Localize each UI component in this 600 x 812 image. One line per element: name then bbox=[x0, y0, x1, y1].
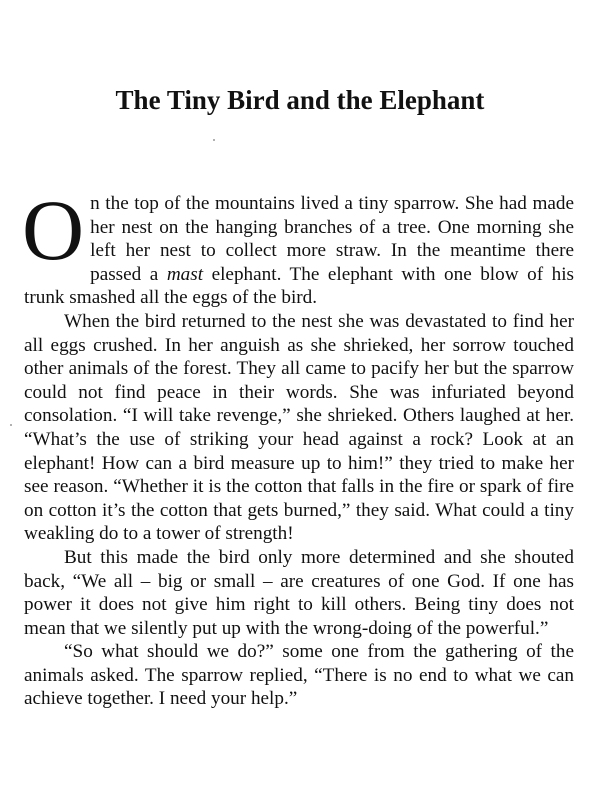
italic-word: mast bbox=[166, 263, 204, 285]
paragraph-1-text-start: n the top of the mountains lived a tiny sparrow. She had made her nest on the hanging branches of a tree. One morning she left her nest to collect more straw. In the meantime there passed a bbox=[90, 193, 574, 285]
paragraph-1 bbox=[22, 182, 574, 310]
print-speck bbox=[213, 139, 215, 141]
paragraph-4: “So what should we do?” some one from the gathering of the animals asked. The sparrow replied, “There is no end to what we can achieve together. I need your help.” bbox=[24, 641, 574, 710]
story-body bbox=[22, 182, 574, 711]
paragraph-2: When the bird returned to the nest she was devastated to find her all eggs crushed. In her anguish as she shrieked, her sorrow touched other animals of the forest. They all came to pacify her but the sparrow could not find peace in their words. She was infuriated beyond consolation. “I will take revenge,” she shrieked. Others laughed at her. “What’s the use of striking your head against a rock? Look at an elephant! How can a bird measure up to him!” they tried to make her see reason. “Whether it is the cotton that falls in the fire or spark of fire on cotton it’s the cotton that gets burned,” they said. What could a tiny weakling do to a tower of strength! bbox=[24, 310, 574, 545]
paragraph-1-text-end: elephant. The elephant with one blow of his trunk smashed all the eggs of the bird. bbox=[24, 263, 574, 309]
paragraph-3: But this made the bird only more determined and she shouted back, “We all – big or small – are creatures of one God. If one has power it does not give him right to kill others. Being tiny does not mean that we silently put up with the wrong-doing of the powerful.” bbox=[24, 546, 574, 639]
drop-cap: O bbox=[22, 182, 85, 278]
print-speck bbox=[10, 424, 12, 426]
story-title: The Tiny Bird and the Elephant bbox=[115, 85, 485, 115]
